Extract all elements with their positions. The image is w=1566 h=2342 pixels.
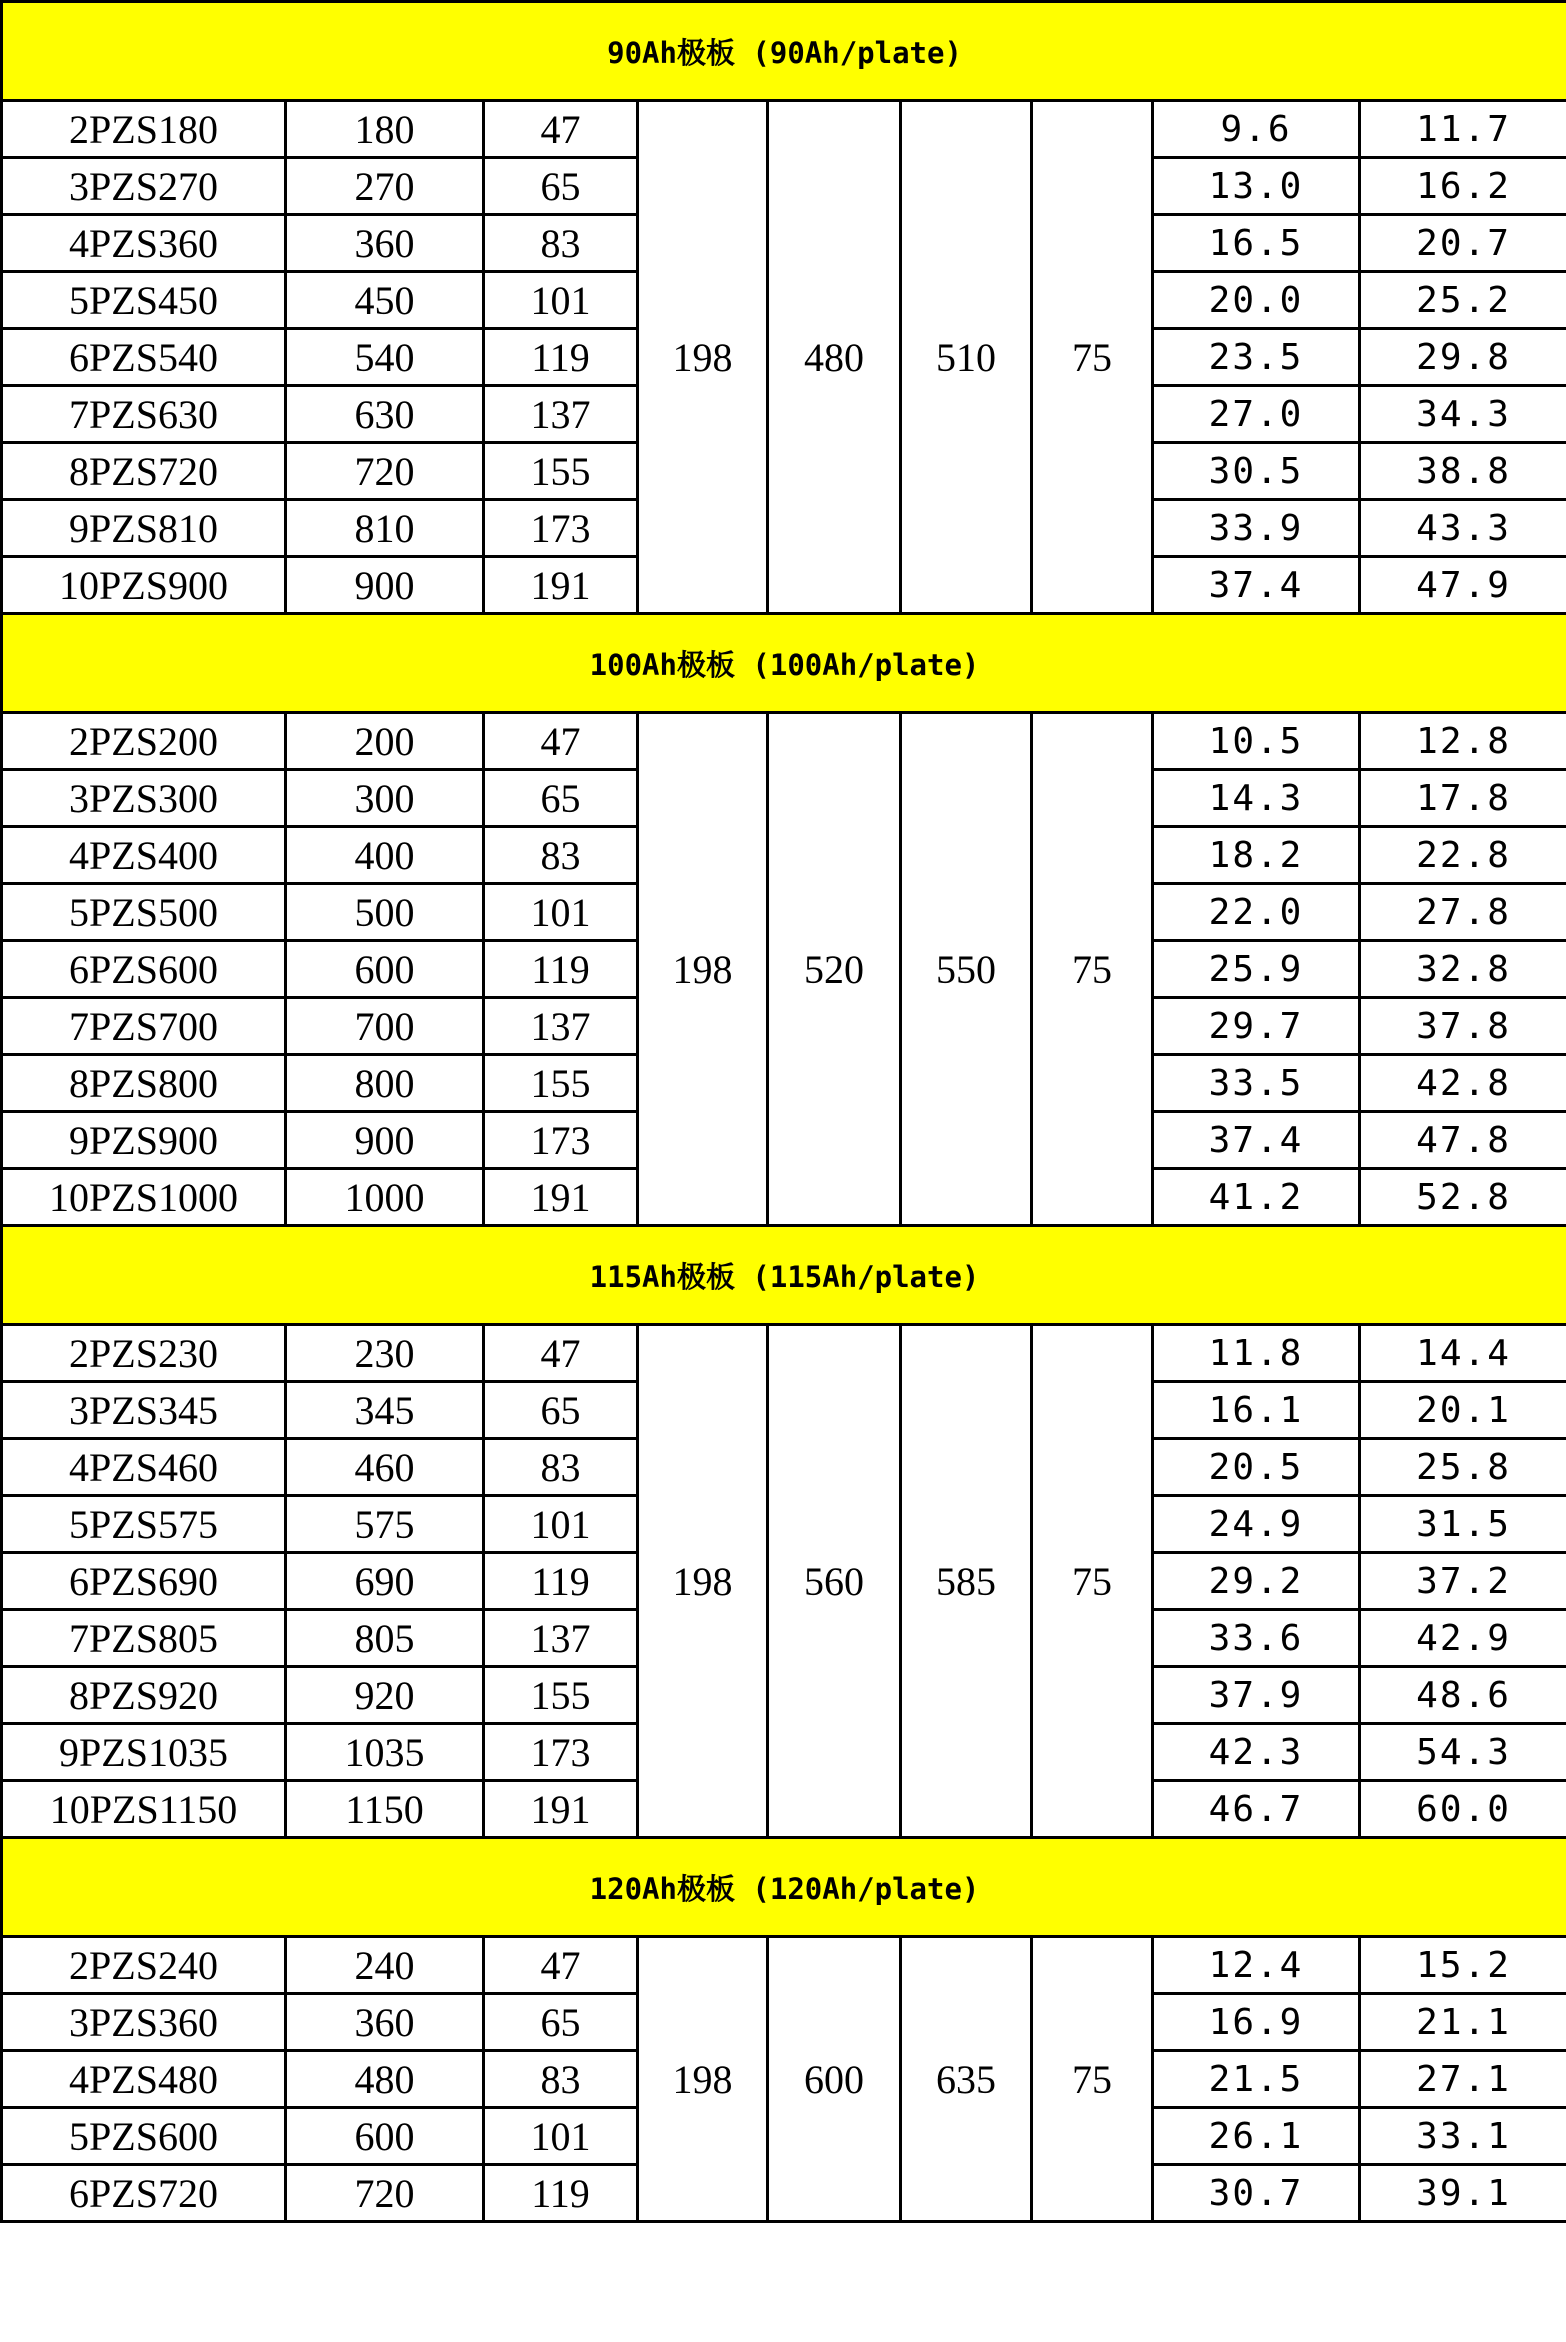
model-cell: 6PZS600 [2,941,286,998]
capacity-cell: 575 [286,1496,484,1553]
width-cell: 155 [484,1055,638,1112]
model-cell: 4PZS480 [2,2051,286,2108]
capacity-cell: 480 [286,2051,484,2108]
weight-dry-cell: 11.8 [1153,1325,1360,1382]
weight-dry-cell: 27.0 [1153,386,1360,443]
model-cell: 9PZS900 [2,1112,286,1169]
shared-terminal-cell: 75 [1032,1325,1153,1838]
model-cell: 6PZS690 [2,1553,286,1610]
weight-dry-cell: 41.2 [1153,1169,1360,1226]
shared-total-height-cell: 550 [901,713,1032,1226]
weight-wet-cell: 48.6 [1360,1667,1566,1724]
weight-wet-cell: 38.8 [1360,443,1566,500]
width-cell: 101 [484,1496,638,1553]
model-cell: 6PZS720 [2,2165,286,2222]
capacity-cell: 920 [286,1667,484,1724]
width-cell: 101 [484,884,638,941]
section-header-row [2,1838,1566,1937]
width-cell: 137 [484,998,638,1055]
weight-dry-cell: 21.5 [1153,2051,1360,2108]
shared-terminal-cell: 75 [1032,1937,1153,2222]
weight-dry-cell: 16.1 [1153,1382,1360,1439]
width-cell: 137 [484,386,638,443]
weight-wet-cell: 25.8 [1360,1439,1566,1496]
capacity-cell: 360 [286,215,484,272]
width-cell: 65 [484,1382,638,1439]
capacity-cell: 450 [286,272,484,329]
shared-length-cell: 198 [638,1937,768,2222]
width-cell: 101 [484,2108,638,2165]
weight-wet-cell: 29.8 [1360,329,1566,386]
weight-wet-cell: 27.1 [1360,2051,1566,2108]
section-header-row [2,2,1566,101]
weight-dry-cell: 46.7 [1153,1781,1360,1838]
weight-wet-cell: 12.8 [1360,713,1566,770]
model-cell: 10PZS1150 [2,1781,286,1838]
weight-wet-cell: 43.3 [1360,500,1566,557]
weight-wet-cell: 33.1 [1360,2108,1566,2165]
weight-dry-cell: 10.5 [1153,713,1360,770]
capacity-cell: 900 [286,1112,484,1169]
model-cell: 6PZS540 [2,329,286,386]
model-cell: 10PZS900 [2,557,286,614]
weight-dry-cell: 14.3 [1153,770,1360,827]
weight-dry-cell: 20.0 [1153,272,1360,329]
width-cell: 83 [484,827,638,884]
shared-total-height-cell: 510 [901,101,1032,614]
width-cell: 119 [484,329,638,386]
weight-dry-cell: 30.5 [1153,443,1360,500]
weight-dry-cell: 16.9 [1153,1994,1360,2051]
width-cell: 173 [484,1112,638,1169]
weight-wet-cell: 31.5 [1360,1496,1566,1553]
model-cell: 4PZS460 [2,1439,286,1496]
width-cell: 173 [484,1724,638,1781]
weight-dry-cell: 37.4 [1153,557,1360,614]
weight-dry-cell: 18.2 [1153,827,1360,884]
width-cell: 47 [484,101,638,158]
weight-dry-cell: 29.2 [1153,1553,1360,1610]
width-cell: 137 [484,1610,638,1667]
weight-wet-cell: 16.2 [1360,158,1566,215]
table-row [2,1937,1566,1994]
capacity-cell: 600 [286,941,484,998]
model-cell: 3PZS300 [2,770,286,827]
weight-dry-cell: 29.7 [1153,998,1360,1055]
shared-length-cell: 198 [638,101,768,614]
model-cell: 9PZS1035 [2,1724,286,1781]
capacity-cell: 600 [286,2108,484,2165]
capacity-cell: 180 [286,101,484,158]
weight-dry-cell: 33.5 [1153,1055,1360,1112]
model-cell: 8PZS800 [2,1055,286,1112]
weight-wet-cell: 27.8 [1360,884,1566,941]
shared-length-cell: 198 [638,713,768,1226]
model-cell: 8PZS720 [2,443,286,500]
weight-wet-cell: 11.7 [1360,101,1566,158]
shared-height-cell: 560 [768,1325,901,1838]
weight-wet-cell: 32.8 [1360,941,1566,998]
weight-wet-cell: 20.7 [1360,215,1566,272]
model-cell: 2PZS240 [2,1937,286,1994]
width-cell: 191 [484,1781,638,1838]
capacity-cell: 1150 [286,1781,484,1838]
model-cell: 5PZS575 [2,1496,286,1553]
weight-wet-cell: 47.9 [1360,557,1566,614]
model-cell: 4PZS360 [2,215,286,272]
width-cell: 65 [484,1994,638,2051]
weight-dry-cell: 13.0 [1153,158,1360,215]
weight-wet-cell: 37.8 [1360,998,1566,1055]
weight-wet-cell: 42.8 [1360,1055,1566,1112]
weight-dry-cell: 25.9 [1153,941,1360,998]
weight-dry-cell: 23.5 [1153,329,1360,386]
model-cell: 5PZS500 [2,884,286,941]
model-cell: 5PZS600 [2,2108,286,2165]
model-cell: 2PZS230 [2,1325,286,1382]
section-title: 120Ah极板 (120Ah/plate) [2,1838,1566,1937]
width-cell: 119 [484,2165,638,2222]
capacity-cell: 690 [286,1553,484,1610]
weight-dry-cell: 20.5 [1153,1439,1360,1496]
model-cell: 2PZS200 [2,713,286,770]
weight-dry-cell: 30.7 [1153,2165,1360,2222]
model-cell: 3PZS360 [2,1994,286,2051]
width-cell: 101 [484,272,638,329]
shared-length-cell: 198 [638,1325,768,1838]
weight-dry-cell: 9.6 [1153,101,1360,158]
weight-wet-cell: 14.4 [1360,1325,1566,1382]
weight-dry-cell: 26.1 [1153,2108,1360,2165]
weight-dry-cell: 16.5 [1153,215,1360,272]
weight-wet-cell: 39.1 [1360,2165,1566,2222]
width-cell: 47 [484,713,638,770]
capacity-cell: 240 [286,1937,484,1994]
model-cell: 5PZS450 [2,272,286,329]
weight-dry-cell: 37.4 [1153,1112,1360,1169]
capacity-cell: 805 [286,1610,484,1667]
model-cell: 3PZS270 [2,158,286,215]
weight-dry-cell: 12.4 [1153,1937,1360,1994]
width-cell: 155 [484,1667,638,1724]
width-cell: 155 [484,443,638,500]
width-cell: 83 [484,1439,638,1496]
capacity-cell: 720 [286,443,484,500]
section-header-row [2,614,1566,713]
weight-wet-cell: 47.8 [1360,1112,1566,1169]
section-title: 90Ah极板 (90Ah/plate) [2,2,1566,101]
width-cell: 47 [484,1937,638,1994]
width-cell: 119 [484,1553,638,1610]
shared-terminal-cell: 75 [1032,713,1153,1226]
weight-wet-cell: 60.0 [1360,1781,1566,1838]
model-cell: 8PZS920 [2,1667,286,1724]
shared-height-cell: 480 [768,101,901,614]
shared-total-height-cell: 585 [901,1325,1032,1838]
table-row [2,1325,1566,1382]
capacity-cell: 270 [286,158,484,215]
capacity-cell: 1035 [286,1724,484,1781]
weight-dry-cell: 24.9 [1153,1496,1360,1553]
shared-height-cell: 600 [768,1937,901,2222]
model-cell: 7PZS630 [2,386,286,443]
width-cell: 65 [484,770,638,827]
capacity-cell: 230 [286,1325,484,1382]
width-cell: 83 [484,2051,638,2108]
capacity-cell: 630 [286,386,484,443]
table-row [2,713,1566,770]
weight-wet-cell: 42.9 [1360,1610,1566,1667]
weight-wet-cell: 34.3 [1360,386,1566,443]
capacity-cell: 700 [286,998,484,1055]
weight-wet-cell: 22.8 [1360,827,1566,884]
width-cell: 191 [484,1169,638,1226]
weight-wet-cell: 54.3 [1360,1724,1566,1781]
capacity-cell: 540 [286,329,484,386]
weight-wet-cell: 37.2 [1360,1553,1566,1610]
table-body [2,2,1566,2222]
capacity-cell: 200 [286,713,484,770]
capacity-cell: 360 [286,1994,484,2051]
capacity-cell: 720 [286,2165,484,2222]
model-cell: 10PZS1000 [2,1169,286,1226]
capacity-cell: 800 [286,1055,484,1112]
capacity-cell: 400 [286,827,484,884]
model-cell: 9PZS810 [2,500,286,557]
capacity-cell: 1000 [286,1169,484,1226]
weight-wet-cell: 20.1 [1360,1382,1566,1439]
model-cell: 2PZS180 [2,101,286,158]
weight-dry-cell: 42.3 [1153,1724,1360,1781]
weight-dry-cell: 22.0 [1153,884,1360,941]
weight-wet-cell: 52.8 [1360,1169,1566,1226]
weight-dry-cell: 33.6 [1153,1610,1360,1667]
model-cell: 7PZS805 [2,1610,286,1667]
width-cell: 119 [484,941,638,998]
section-header-row [2,1226,1566,1325]
width-cell: 191 [484,557,638,614]
capacity-cell: 500 [286,884,484,941]
width-cell: 83 [484,215,638,272]
model-cell: 7PZS700 [2,998,286,1055]
weight-wet-cell: 17.8 [1360,770,1566,827]
section-title: 100Ah极板 (100Ah/plate) [2,614,1566,713]
capacity-cell: 900 [286,557,484,614]
table-row [2,101,1566,158]
model-cell: 4PZS400 [2,827,286,884]
weight-wet-cell: 15.2 [1360,1937,1566,1994]
width-cell: 65 [484,158,638,215]
weight-dry-cell: 37.9 [1153,1667,1360,1724]
capacity-cell: 300 [286,770,484,827]
model-cell: 3PZS345 [2,1382,286,1439]
weight-dry-cell: 33.9 [1153,500,1360,557]
shared-total-height-cell: 635 [901,1937,1032,2222]
capacity-cell: 460 [286,1439,484,1496]
capacity-cell: 345 [286,1382,484,1439]
shared-height-cell: 520 [768,713,901,1226]
width-cell: 173 [484,500,638,557]
capacity-cell: 810 [286,500,484,557]
section-title: 115Ah极板 (115Ah/plate) [2,1226,1566,1325]
weight-wet-cell: 21.1 [1360,1994,1566,2051]
shared-terminal-cell: 75 [1032,101,1153,614]
width-cell: 47 [484,1325,638,1382]
weight-wet-cell: 25.2 [1360,272,1566,329]
